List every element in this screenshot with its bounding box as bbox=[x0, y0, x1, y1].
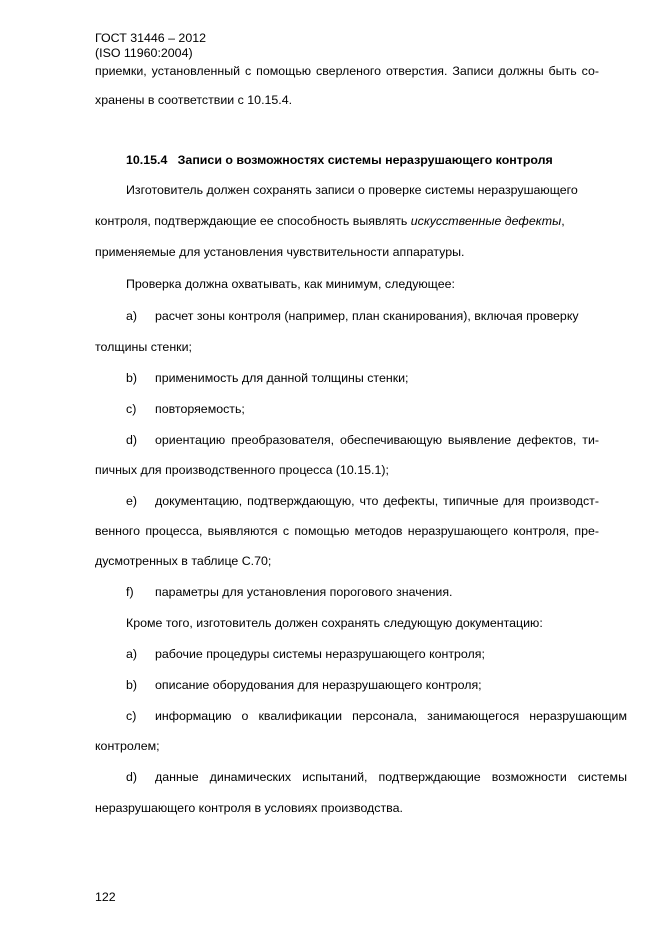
list2-item-a-label: a) bbox=[126, 647, 138, 661]
list1-item-e-line-2: венного процесса, выявляются с помощью методов неразрушающего контроля, пре- bbox=[95, 524, 599, 538]
section-number: 10.15.4 bbox=[126, 153, 168, 167]
list1-item-b-label: b) bbox=[126, 371, 138, 385]
list1-item-a-line-2: толщины стенки; bbox=[95, 340, 192, 354]
p2-line: Проверка должна охватывать, как минимум, следующее: bbox=[126, 277, 455, 291]
list1-item-c-label: c) bbox=[126, 402, 137, 416]
list1-item-f-line-1: параметры для установления порогового значения. bbox=[155, 585, 453, 599]
list1-item-f-label: f) bbox=[126, 585, 134, 599]
list2-item-c-line-2: контролем; bbox=[95, 739, 160, 753]
p1-line-3: применяемые для установления чувствительности аппаратуры. bbox=[95, 245, 465, 259]
standard-code: ГОСТ 31446 – 2012 bbox=[95, 31, 206, 45]
list2-item-a-line-1: рабочие процедуры системы неразрушающего контроля; bbox=[155, 647, 485, 661]
p3-line: Кроме того, изготовитель должен сохранять следующую документацию: bbox=[126, 616, 543, 630]
p1-line-1: Изготовитель должен сохранять записи о проверке системы неразрушающего bbox=[126, 183, 578, 197]
list2-item-d-line-1: данные динамических испытаний, подтверждающие возможности системы bbox=[155, 770, 627, 784]
section-heading bbox=[126, 153, 553, 168]
intro-line-2: хранены в соответствии с 10.15.4. bbox=[95, 93, 293, 107]
page-number: 122 bbox=[95, 890, 116, 904]
section-title: Записи о возможностях системы неразрушающего контроля bbox=[177, 153, 553, 167]
list1-item-c-line-1: повторяемость; bbox=[155, 402, 245, 416]
list1-item-d-line-1: ориентацию преобразователя, обеспечивающую выявление дефектов, ти- bbox=[155, 433, 599, 447]
list2-item-b-label: b) bbox=[126, 678, 138, 692]
list2-item-c-line-1: информацию о квалификации персонала, занимающегося неразрушающим bbox=[155, 709, 627, 723]
list2-item-c-label: c) bbox=[126, 709, 137, 723]
emphasis-term: искусственные дефекты bbox=[410, 214, 562, 228]
list1-item-e-line-1: документацию, подтверждающую, что дефекты, типичные для производст- bbox=[155, 494, 599, 508]
list1-item-a-label: a) bbox=[126, 309, 138, 323]
list1-item-b-line-1: применимость для данной толщины стенки; bbox=[155, 371, 409, 385]
list2-item-b-line-1: описание оборудования для неразрушающего контроля; bbox=[155, 678, 482, 692]
list1-item-a-line-1: расчет зоны контроля (например, план сканирования), включая проверку bbox=[155, 309, 579, 323]
list2-item-d-label: d) bbox=[126, 770, 138, 784]
list1-item-d-label: d) bbox=[126, 433, 138, 447]
list1-item-d-line-2: пичных для производственного процесса (10.15.1); bbox=[95, 463, 389, 477]
list1-item-e-line-3: дусмотренных в таблице С.70; bbox=[95, 554, 272, 568]
iso-reference: (ISO 11960:2004) bbox=[95, 46, 193, 60]
list1-item-e-label: e) bbox=[126, 494, 138, 508]
intro-line-1: приемки, установленный с помощью сверленого отверстия. Записи должны быть со- bbox=[95, 64, 599, 78]
list2-item-d-line-2: неразрушающего контроля в условиях производства. bbox=[95, 801, 403, 815]
p1-line-2: контроля, подтверждающие ее способность выявлять искусственные дефекты, bbox=[95, 214, 565, 228]
